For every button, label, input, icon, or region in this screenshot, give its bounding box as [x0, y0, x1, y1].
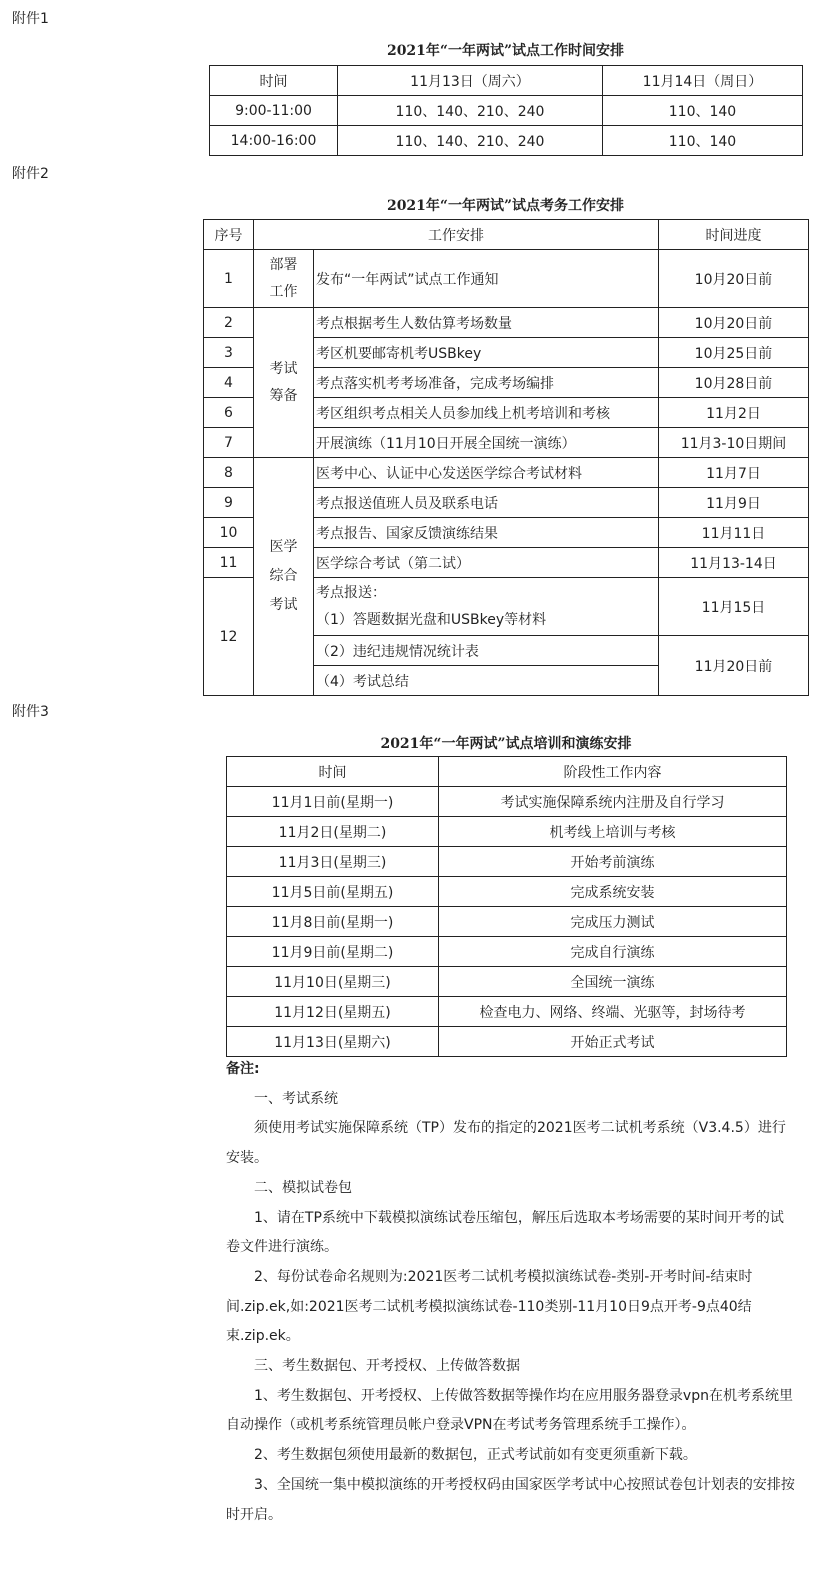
task-cell: 考点报告、国家反馈演练结果	[314, 518, 659, 548]
column-header: 序号	[204, 220, 254, 250]
row-number: 4	[204, 368, 254, 398]
table2-title: 2021年“一年两试”试点考务工作安排	[386, 198, 625, 214]
table-cell: 全国统一演练	[439, 967, 787, 997]
table-row	[227, 937, 787, 967]
table-cell: 11月12日(星期五)	[227, 997, 439, 1027]
table-cell: 110、140、210、240	[338, 126, 603, 156]
column-header: 工作安排	[254, 220, 659, 250]
attachment-2-label: 附件2	[12, 166, 49, 182]
task-cell: 医考中心、认证中心发送医学综合考试材料	[314, 458, 659, 488]
table-row	[204, 458, 809, 488]
column-header: 时间	[227, 757, 439, 787]
table1-title: 2021年“一年两试”试点工作时间安排	[386, 43, 625, 59]
task-cell: 开展演练（11月10日开展全国统一演练）	[314, 428, 659, 458]
row-number: 1	[204, 250, 254, 308]
attachment-1-label: 附件1	[12, 11, 49, 27]
phase-cell: 医学综合考试	[254, 458, 314, 696]
table-row	[227, 817, 787, 847]
row-number: 11	[204, 548, 254, 578]
schedule-table-2	[203, 219, 809, 696]
time-cell: 11月9日	[659, 488, 809, 518]
table-cell: 检查电力、网络、终端、光驱等，封场待考	[439, 997, 787, 1027]
table-cell: 110、140、210、240	[338, 96, 603, 126]
table3-title: 2021年“一年两试”试点培训和演练安排	[380, 736, 632, 752]
attachment-3-label: 附件3	[12, 704, 49, 720]
time-cell: 10月20日前	[659, 308, 809, 338]
time-cell: 11月20日前	[659, 636, 809, 696]
column-header: 时间进度	[659, 220, 809, 250]
table-row	[227, 1027, 787, 1057]
row-number: 9	[204, 488, 254, 518]
column-header: 阶段性工作内容	[439, 757, 787, 787]
table-row	[227, 877, 787, 907]
table-header-row	[204, 220, 809, 250]
time-cell: 11月7日	[659, 458, 809, 488]
table-cell: 11月3日(星期三)	[227, 847, 439, 877]
task-cell: （4）考试总结	[314, 666, 659, 696]
task-cell: 考区组织考点相关人员参加线上机考培训和考核	[314, 398, 659, 428]
section-3-paragraph-2: 2、考生数据包须使用最新的数据包，正式考试前如有变更须重新下载。	[254, 1447, 697, 1464]
table-cell: 机考线上培训与考核	[439, 817, 787, 847]
phase-cell: 考试筹备	[254, 308, 314, 458]
section-2-title: 二、模拟试卷包	[254, 1179, 352, 1196]
table-row	[227, 967, 787, 997]
time-cell: 11月11日	[659, 518, 809, 548]
table-cell: 110、140	[603, 126, 803, 156]
table-row	[227, 907, 787, 937]
table-cell: 开始考前演练	[439, 847, 787, 877]
table-cell: 9:00-11:00	[210, 96, 338, 126]
section-3-paragraph-3: 3、全国统一集中模拟演练的开考授权码由国家医学考试中心按照试卷包计划表的安排按时开启。	[226, 1476, 795, 1523]
row-number: 10	[204, 518, 254, 548]
table-row	[204, 308, 809, 338]
time-cell: 11月2日	[659, 398, 809, 428]
table-cell: 11月1日前(星期一)	[227, 787, 439, 817]
notes-section	[226, 1055, 796, 1530]
task-cell: 考点落实机考考场准备，完成考场编排	[314, 368, 659, 398]
time-cell: 10月25日前	[659, 338, 809, 368]
task-cell: 考点报送值班人员及联系电话	[314, 488, 659, 518]
table-cell: 110、140	[603, 96, 803, 126]
column-header: 时间	[210, 66, 338, 96]
table-cell: 完成压力测试	[439, 907, 787, 937]
section-1-paragraph: 须使用考试实施保障系统（TP）发布的指定的2021医考二试机考系统（V3.4.5）进行安装。	[226, 1120, 786, 1167]
section-3-paragraph-1: 1、考生数据包、开考授权、上传做答数据等操作均在应用服务器登录vpn在机考系统里自动操作（或机考系统管理员帐户登录VPN在考试考务管理系统手工操作）。	[226, 1387, 793, 1434]
table-header-row	[210, 66, 803, 96]
table-cell: 11月10日(星期三)	[227, 967, 439, 997]
row-number: 7	[204, 428, 254, 458]
task-cell: 医学综合考试（第二试）	[314, 548, 659, 578]
table-row	[210, 126, 803, 156]
time-cell: 11月3-10日期间	[659, 428, 809, 458]
schedule-table-1	[209, 65, 803, 156]
task-line: （1）答题数据光盘和USBkey等材料	[316, 611, 547, 628]
task-line: 考点报送：	[316, 584, 386, 601]
table-cell: 11月13日(星期六)	[227, 1027, 439, 1057]
task-cell: 发布“一年两试”试点工作通知	[314, 250, 659, 308]
column-header: 11月13日（周六）	[338, 66, 603, 96]
table-cell: 完成系统安装	[439, 877, 787, 907]
schedule-table-3	[226, 756, 787, 1057]
section-2-paragraph-1: 1、请在TP系统中下载模拟演练试卷压缩包，解压后选取本考场需要的某时间开考的试卷文件进行演练。	[226, 1209, 784, 1256]
section-1-title: 一、考试系统	[254, 1090, 338, 1107]
time-cell: 11月15日	[659, 578, 809, 636]
table-cell: 14:00-16:00	[210, 126, 338, 156]
column-header: 11月14日（周日）	[603, 66, 803, 96]
table-cell: 完成自行演练	[439, 937, 787, 967]
table-cell: 11月9日前(星期二)	[227, 937, 439, 967]
section-3-title: 三、考生数据包、开考授权、上传做答数据	[254, 1358, 520, 1375]
table-cell: 开始正式考试	[439, 1027, 787, 1057]
time-cell: 10月20日前	[659, 250, 809, 308]
task-cell: 考点根据考生人数估算考场数量	[314, 308, 659, 338]
row-number: 3	[204, 338, 254, 368]
table-cell: 11月5日前(星期五)	[227, 877, 439, 907]
task-cell: （2）违纪违规情况统计表	[314, 636, 659, 666]
table-cell: 11月2日(星期二)	[227, 817, 439, 847]
table-row	[204, 250, 809, 308]
table-cell: 11月8日前(星期一)	[227, 907, 439, 937]
task-cell	[314, 578, 659, 636]
row-number: 2	[204, 308, 254, 338]
table-row	[227, 997, 787, 1027]
task-cell: 考区机要邮寄机考USBkey	[314, 338, 659, 368]
row-number: 8	[204, 458, 254, 488]
row-number: 12	[204, 578, 254, 696]
section-2-paragraph-2: 2、每份试卷命名规则为:2021医考二试机考模拟演练试卷-类别-开考时间-结束时间.zip.ek,如:2021医考二试机考模拟演练试卷-110类别-11月10日9点开考-9点40结束.zip.ek。	[226, 1268, 753, 1345]
notes-heading: 备注:	[226, 1061, 260, 1077]
table-row	[227, 787, 787, 817]
table-cell: 考试实施保障系统内注册及自行学习	[439, 787, 787, 817]
time-cell: 10月28日前	[659, 368, 809, 398]
time-cell: 11月13-14日	[659, 548, 809, 578]
phase-cell: 部署工作	[254, 250, 314, 308]
table-row	[210, 96, 803, 126]
row-number: 6	[204, 398, 254, 428]
table-header-row	[227, 757, 787, 787]
table-row	[227, 847, 787, 877]
